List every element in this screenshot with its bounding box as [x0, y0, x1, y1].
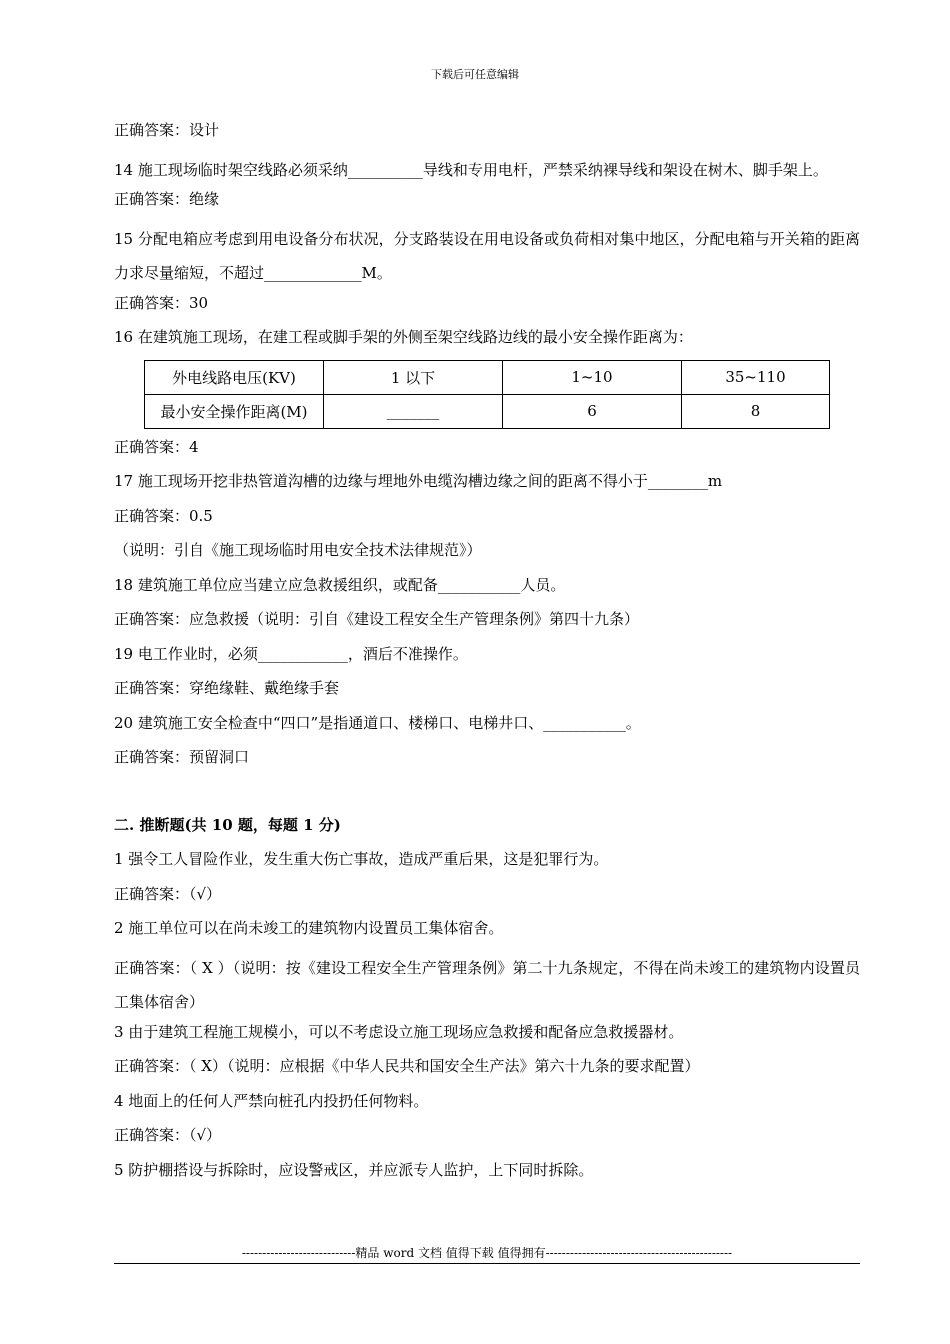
answer-line: 正确答案：设计 [114, 121, 220, 139]
answer-line: 正确答案：0.5 [114, 506, 213, 525]
answer-line: 正确答案：（√） [114, 884, 222, 903]
answer-line: 正确答案：4 [114, 437, 199, 456]
answer-line: 正确答案：30 [114, 293, 209, 312]
answer-line: 正确答案：预留洞口 [114, 748, 250, 766]
answer-line: 正确答案：应急救援（说明：引自《建设工程安全生产管理条例》第四十九条） [114, 610, 640, 628]
answer-line: 正确答案：穿绝缘鞋、戴绝缘手套 [114, 679, 340, 697]
question-18: 18 建筑施工单位应当建立应急救援组织，或配备___________人员。 [114, 575, 566, 594]
page-footer: ----------------------------精品 word 文档 值得下载 值得拥有---------------------------------------------- [114, 1244, 860, 1264]
table-cell: 1~10 [503, 360, 682, 394]
question-line: 3 由于建筑工程施工规模小，可以不考虑设立施工现场应急救援和配备应急救援器材。 [114, 1022, 684, 1041]
table-row [145, 394, 830, 428]
table-cell: 最小安全操作距离(M) [145, 394, 324, 428]
question-17: 17 施工现场开挖非热管道沟槽的边缘与埋地外电缆沟槽边缘之间的距离不得小于________m [114, 472, 723, 490]
question-20: 20 建筑施工安全检查中“四口”是指通道口、楼梯口、电梯井口、___________。 [114, 713, 641, 732]
answer-line: 正确答案：绝缘 [114, 190, 220, 208]
question-line: 1 强令工人冒险作业，发生重大伤亡事故，造成严重后果，这是犯罪行为。 [114, 850, 609, 868]
table-cell: 35~110 [682, 360, 830, 394]
question-line: 5 防护棚搭设与拆除时，应设警戒区，并应派专人监护，上下同时拆除。 [114, 1160, 594, 1179]
question-line: 4 地面上的任何人严禁向桩孔内投扔任何物料。 [114, 1091, 429, 1110]
question-line: 2 施工单位可以在尚未竣工的建筑物内设置员工集体宿舍。 [114, 919, 504, 937]
note-line: （说明：引自《施工现场临时用电安全技术法律规范》） [114, 541, 482, 559]
table-cell: _______ [324, 394, 503, 428]
question-19: 19 电工作业时，必须____________，酒后不准操作。 [114, 644, 468, 663]
table-cell: 1 以下 [324, 360, 503, 394]
table-cell: 外电线路电压(KV) [145, 360, 324, 394]
table-cell: 8 [682, 394, 830, 428]
table-row [145, 360, 830, 394]
section-gap [114, 780, 860, 813]
distance-table [144, 360, 830, 429]
question-14: 14 施工现场临时架空线路必须采纳__________导线和专用电杆，严禁采纳裸导线和架设在树木、脚手架上。 [114, 160, 828, 179]
answer-line: 正确答案：（ X）（说明：应根据《中华人民共和国安全生产法》第六十九条的要求配置） [114, 1057, 700, 1075]
table-cell: 6 [503, 394, 682, 428]
question-15: 15 分配电箱应考虑到用电设备分布状况，分支路装设在用电设备或负荷相对集中地区，分配电箱与开关箱的距离力求尽量缩短，不超过_____________M。 [114, 229, 860, 282]
question-16: 16 在建筑施工现场，在建工程或脚手架的外侧至架空线路边线的最小安全操作距离为： [114, 328, 693, 346]
answer-line: 正确答案：（ X ）（说明：按《建设工程安全生产管理条例》第二十九条规定，不得在尚未竣工的建筑物内设置员工集体宿舍） [114, 958, 860, 1011]
answer-line: 正确答案：（√） [114, 1126, 222, 1144]
document-body [114, 118, 860, 1192]
section-title: 二. 推断题(共 10 题，每题 1 分) [114, 815, 341, 834]
page-header: 下载后可任意编辑 [431, 68, 519, 81]
